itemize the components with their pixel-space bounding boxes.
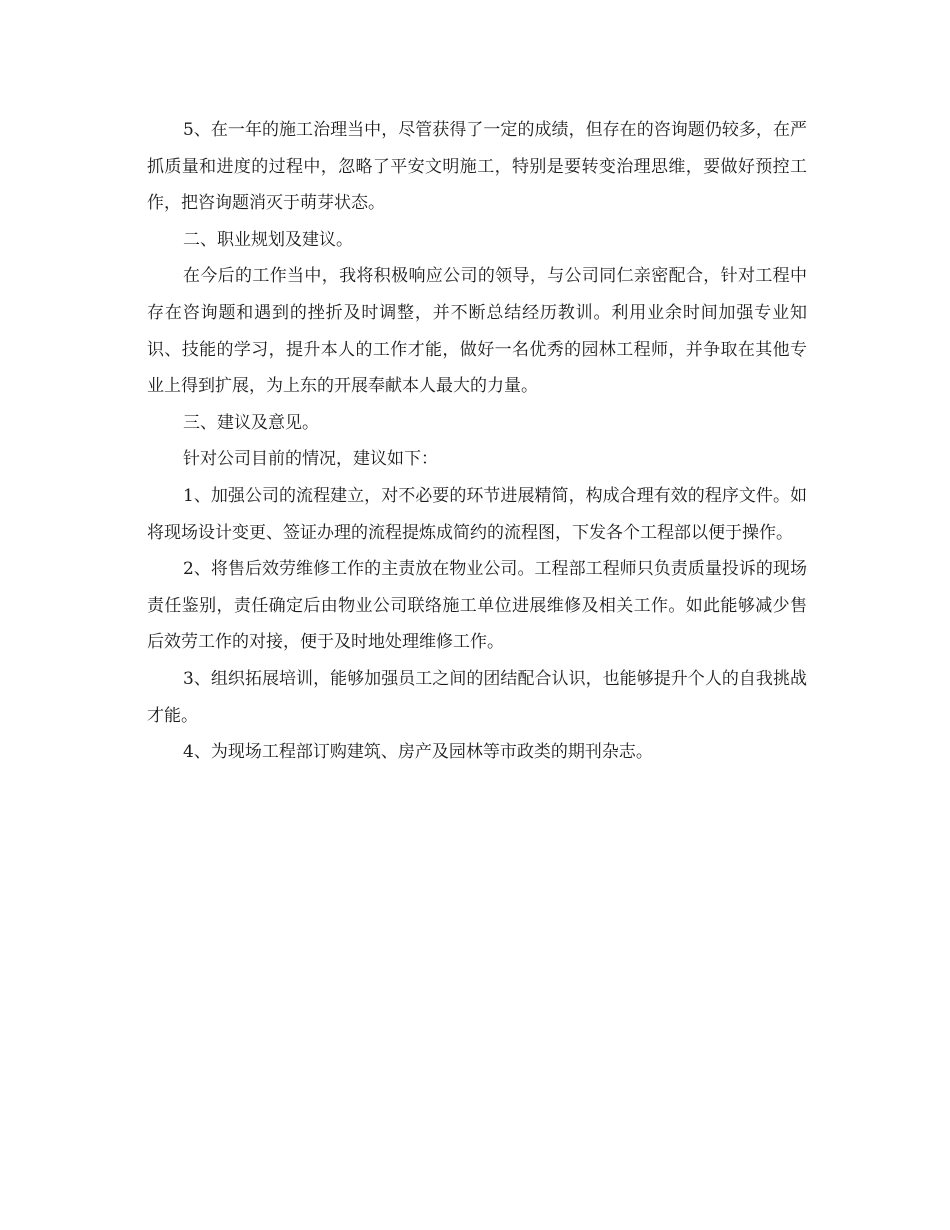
paragraph-suggestion-3: 3、组织拓展培训，能够加强员工之间的团结配合认识，也能够提升个人的自我挑战才能。 (147, 668, 807, 726)
section-heading-suggestions: 三、建议及意见。 (183, 412, 319, 433)
paragraph-item-5: 5、在一年的施工治理当中，尽管获得了一定的成绩，但存在的咨询题仍较多，在严抓质量和进度的过程中，忽略了平安文明施工，特别是要转变治理思维，要做好预控工作，把咨询题消灭于萌芽状态。 (147, 120, 807, 214)
paragraph-career-plan: 在今后的工作当中，我将积极响应公司的领导，与公司同仁亲密配合，针对工程中存在咨询题和遇到的挫折及时调整，并不断总结经历教训。利用业余时间加强专业知识、技能的学习，提升本人的工作才能，做好一名优秀的园林工程师，并争取在其他专业上得到扩展，为上东的开展奉献本人最大的力量。 (147, 266, 807, 397)
document-body (147, 112, 807, 771)
paragraph-suggestions-intro: 针对公司目前的情况，建议如下： (183, 449, 438, 470)
paragraph-suggestion-1: 1、加强公司的流程建立，对不必要的环节进展精简，构成合理有效的程序文件。如将现场设计变更、签证办理的流程提炼成简约的流程图，下发各个工程部以便于操作。 (147, 485, 807, 543)
paragraph-suggestion-4: 4、为现场工程部订购建筑、房产及园林等市政类的期刊杂志。 (183, 742, 653, 763)
section-heading-career-plan: 二、职业规划及建议。 (183, 229, 353, 250)
paragraph-suggestion-2: 2、将售后效劳维修工作的主责放在物业公司。工程部工程师只负责质量投诉的现场责任鉴别，责任确定后由物业公司联络施工单位进展维修及相关工作。如此能够减少售后效劳工作的对接，便于及时地处理维修工作。 (147, 559, 807, 653)
